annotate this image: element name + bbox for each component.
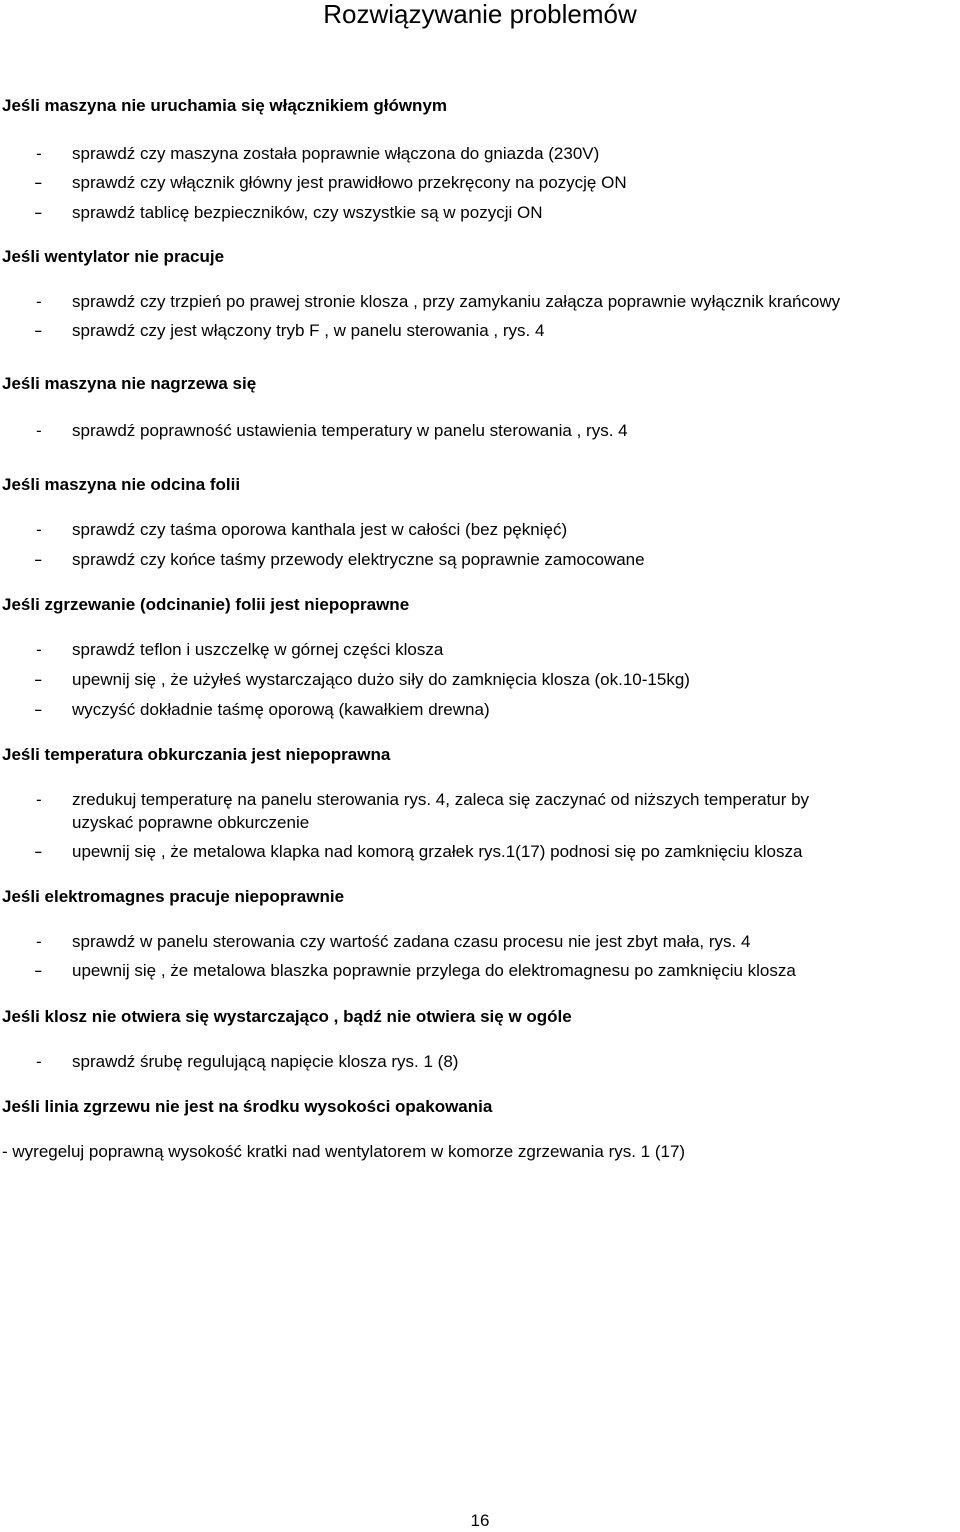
list-dash: - [36,144,42,163]
list-dash: - [34,700,43,719]
list-item: upewnij się , że użyłeś wystarczająco dużo siły do zamknięcia klosza (ok.10-15kg) [72,670,690,689]
plain-line: - wyregeluj poprawną wysokość kratki nad wentylatorem w komorze zgrzewania rys. 1 (17) [2,1142,686,1161]
section-heading: Jeśli elektromagnes pracuje niepoprawnie [2,887,345,906]
list-item: sprawdź czy maszyna została poprawnie włączona do gniazda (230V) [72,144,600,163]
list-dash: - [36,421,42,440]
list-item: upewnij się , że metalowa klapka nad komorą grzałek rys.1(17) podnosi się po zamknięciu klosza [72,842,803,861]
list-item-continuation: uzyskać poprawne obkurczenie [72,813,310,832]
section-heading: Jeśli maszyna nie nagrzewa się [2,374,257,393]
list-dash: - [34,842,43,861]
list-dash: - [34,321,43,340]
list-dash: - [36,932,42,951]
list-dash: - [36,292,42,311]
section-heading: Jeśli maszyna nie uruchamia się włącznikiem głównym [2,96,448,115]
section-heading: Jeśli klosz nie otwiera się wystarczająco , bądź nie otwiera się w ogóle [2,1007,572,1026]
list-dash: - [36,1052,42,1071]
page-number: 16 [470,1511,490,1530]
page-title: Rozwiązywanie problemów [323,0,637,29]
list-dash: - [34,550,43,569]
list-item: upewnij się , że metalowa blaszka poprawnie przylega do elektromagnesu po zamknięciu klosza [72,961,796,980]
list-item: sprawdź w panelu sterowania czy wartość zadana czasu procesu nie jest zbyt mała, rys. 4 [72,932,751,951]
section-heading: Jeśli maszyna nie odcina folii [2,475,241,494]
list-item: sprawdź śrubę regulującą napięcie klosza rys. 1 (8) [72,1052,459,1071]
list-dash: - [34,173,43,192]
list-dash: - [34,670,43,689]
list-item: sprawdź czy taśma oporowa kanthala jest w całości (bez pęknięć) [72,520,568,539]
list-item: sprawdź czy włącznik główny jest prawidłowo przekręcony na pozycję ON [72,173,627,192]
section-heading: Jeśli linia zgrzewu nie jest na środku wysokości opakowania [2,1097,493,1116]
list-item: sprawdź tablicę bezpieczników, czy wszystkie są w pozycji ON [72,203,543,222]
list-dash: - [34,203,43,222]
list-dash: - [36,520,42,539]
list-item: sprawdź czy jest włączony tryb F , w panelu sterowania , rys. 4 [72,321,545,340]
list-item: wyczyść dokładnie taśmę oporową (kawałkiem drewna) [72,700,490,719]
list-dash: - [34,961,43,980]
section-heading: Jeśli temperatura obkurczania jest niepoprawna [2,745,391,764]
list-dash: - [36,640,42,659]
list-item: sprawdź poprawność ustawienia temperatury w panelu sterowania , rys. 4 [72,421,628,440]
list-item: sprawdź czy końce taśmy przewody elektryczne są poprawnie zamocowane [72,550,645,569]
list-item: zredukuj temperaturę na panelu sterowania rys. 4, zaleca się zaczynać od niższych temperatur by [72,790,810,809]
list-dash: - [36,790,42,809]
section-heading: Jeśli zgrzewanie (odcinanie) folii jest niepoprawne [2,595,410,614]
section-heading: Jeśli wentylator nie pracuje [2,247,225,266]
list-item: sprawdź czy trzpień po prawej stronie klosza , przy zamykaniu załącza poprawnie wyłącznik krańcowy [72,292,841,311]
list-item: sprawdź teflon i uszczelkę w górnej części klosza [72,640,444,659]
